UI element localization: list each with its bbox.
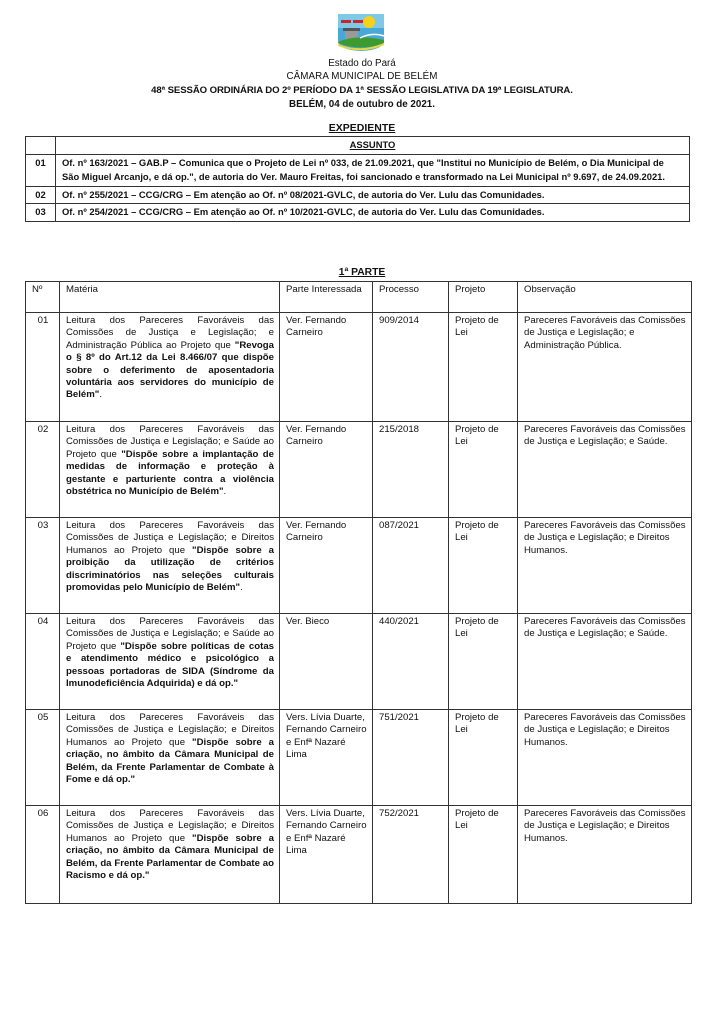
row-projeto: Projeto de Lei [449,313,518,422]
row-parte-interessada: Vers. Lívia Duarte, Fernando Carneiro e Enfª Nazaré Lima [280,710,373,806]
belem-city-coat-of-arms-icon [336,12,386,52]
materia-subject: "Dispõe sobre a criação, no âmbito da Câmara Municipal de Belém, da Frente Parlamentar de Combate à Fome e dá op." [66,736,274,786]
col-header-parte-interessada: Parte Interessada [280,282,373,313]
row-observacao: Pareceres Favoráveis das Comissões de Justiça e Legislação; e Saúde. [518,614,692,710]
materia-subject: "Dispõe sobre políticas de cotas e atendimento médico e psicológico a pessoas portadoras de SIDA (Síndrome da Imunodeficiência Adquirida) e dá op." [66,640,274,690]
row-processo: 087/2021 [373,518,449,614]
table-row [26,518,692,614]
expediente-text: Of. nº 255/2021 – CCG/CRG – Em atenção ao Of. nº 08/2021-GVLC, de autoria do Ver. Lulu das Comunidades. [56,186,690,204]
row-projeto: Projeto de Lei [449,806,518,904]
table-row [26,710,692,806]
materia-intro: Leitura dos Pareceres Favoráveis das Comissões de Justiça e Legislação; e Administração Pública ao Projeto que [66,315,274,351]
row-projeto: Projeto de Lei [449,518,518,614]
table-row [26,806,692,904]
row-materia [60,614,280,710]
expediente-text: Of. nº 254/2021 – CCG/CRG – Em atenção ao Of. nº 10/2021-GVLC, de autoria do Ver. Lulu das Comunidades. [56,204,690,222]
row-materia [60,806,280,904]
expediente-text: Of. nº 163/2021 – GAB.P – Comunica que o Projeto de Lei nº 033, de 21.09.2021, que "Institui no Município de Belém, o Dia Municipal de São Miguel Arcanjo, e dá op.", de autoria do Ver. Mauro Freitas, foi sancionado e transformado na Lei Municipal nº 9.697, de 24.09.2021. [56,154,690,186]
row-num: 05 [26,710,60,806]
materia-subject: "Dispõe sobre a implantação de medidas de informação e proteção à gestante e parturiente contra a violência obstétrica no Município de Belém" [66,448,274,498]
row-processo: 752/2021 [373,806,449,904]
table-row [26,313,692,422]
materia-end: . [223,486,227,498]
row-projeto: Projeto de Lei [449,710,518,806]
materia-intro: Leitura dos Pareceres Favoráveis das Comissões de Justiça e Legislação; e Saúde ao Projeto que [66,424,274,460]
expediente-table [25,136,690,222]
row-num: 01 [26,313,60,422]
row-num: 04 [26,614,60,710]
row-materia [60,313,280,422]
col-header-projeto: Projeto [449,282,518,313]
expediente-num-header [26,137,56,155]
materia-intro: Leitura dos Pareceres Favoráveis das Comissões de Justiça e Legislação; e Direitos Humanos ao Projeto que [66,808,274,844]
row-parte-interessada: Ver. Bieco [280,614,373,710]
session-title: 48ª SESSÃO ORDINÁRIA DO 2º PERÍODO DA 1ª SESSÃO LEGISLATIVA DA 19ª LEGISLATURA. [151,85,573,96]
parte1-table [25,281,692,904]
expediente-header-row [26,137,690,155]
row-projeto: Projeto de Lei [449,614,518,710]
materia-subject: "Dispõe sobre a proibição da utilização de critérios discriminatórios nas seleções culturais promovidas pelo Município de Belém" [66,544,274,594]
expediente-row [26,204,690,222]
section-parte1-title: 1ª PARTE [338,267,386,278]
row-materia [60,710,280,806]
row-processo: 751/2021 [373,710,449,806]
table-row [26,422,692,518]
expediente-row [26,186,690,204]
materia-subject: "Revoga o § 8º do Art.12 da Lei 8.466/07 que dispõe sobre o deferimento de aposentadoria voluntária aos servidores do município de Belém" [66,339,274,401]
expediente-num: 02 [26,186,56,204]
row-processo: 215/2018 [373,422,449,518]
expediente-num: 01 [26,154,56,186]
row-observacao: Pareceres Favoráveis das Comissões de Justiça e Legislação; e Saúde. [518,422,692,518]
chamber-name: CÂMARA MUNICIPAL DE BELÉM [286,71,438,82]
row-materia [60,518,280,614]
materia-end: . [99,389,103,401]
col-header-num: Nº [26,282,60,313]
row-processo: 440/2021 [373,614,449,710]
expediente-num: 03 [26,204,56,222]
row-processo: 909/2014 [373,313,449,422]
materia-intro: Leitura dos Pareceres Favoráveis das Comissões de Justiça e Legislação; e Direitos Humanos ao Projeto que [66,520,274,556]
materia-subject: "Dispõe sobre a criação, no âmbito da Câmara Municipal de Belém, da Frente Parlamentar de Combate ao Racismo e dá op." [66,832,274,882]
expediente-row [26,154,690,186]
table-row [26,614,692,710]
row-parte-interessada: Ver. Fernando Carneiro [280,422,373,518]
row-materia [60,422,280,518]
row-observacao: Pareceres Favoráveis das Comissões de Justiça e Legislação; e Direitos Humanos. [518,710,692,806]
col-header-materia: Matéria [60,282,280,313]
row-num: 02 [26,422,60,518]
col-header-processo: Processo [373,282,449,313]
materia-intro: Leitura dos Pareceres Favoráveis das Comissões de Justiça e Legislação; e Saúde ao Projeto que [66,616,274,652]
row-parte-interessada: Ver. Fernando Carneiro [280,313,373,422]
row-projeto: Projeto de Lei [449,422,518,518]
row-observacao: Pareceres Favoráveis das Comissões de Justiça e Legislação; e Direitos Humanos. [518,806,692,904]
row-observacao: Pareceres Favoráveis das Comissões de Justiça e Legislação; e Administração Pública. [518,313,692,422]
materia-end: . [240,582,243,594]
row-parte-interessada: Ver. Fernando Carneiro [280,518,373,614]
parte1-header-row [26,282,692,313]
col-header-observacao: Observação [518,282,692,313]
section-expediente-title: EXPEDIENTE [328,122,396,134]
row-num: 06 [26,806,60,904]
row-num: 03 [26,518,60,614]
expediente-assunto-header: ASSUNTO [56,137,690,155]
row-observacao: Pareceres Favoráveis das Comissões de Justiça e Legislação; e Direitos Humanos. [518,518,692,614]
row-parte-interessada: Vers. Lívia Duarte, Fernando Carneiro e Enfª Nazaré Lima [280,806,373,904]
materia-intro: Leitura dos Pareceres Favoráveis das Comissões de Justiça e Legislação; e Direitos Humanos ao Projeto que [66,712,274,748]
session-date: BELÉM, 04 de outubro de 2021. [289,99,435,110]
state-name: Estado do Pará [328,58,396,69]
